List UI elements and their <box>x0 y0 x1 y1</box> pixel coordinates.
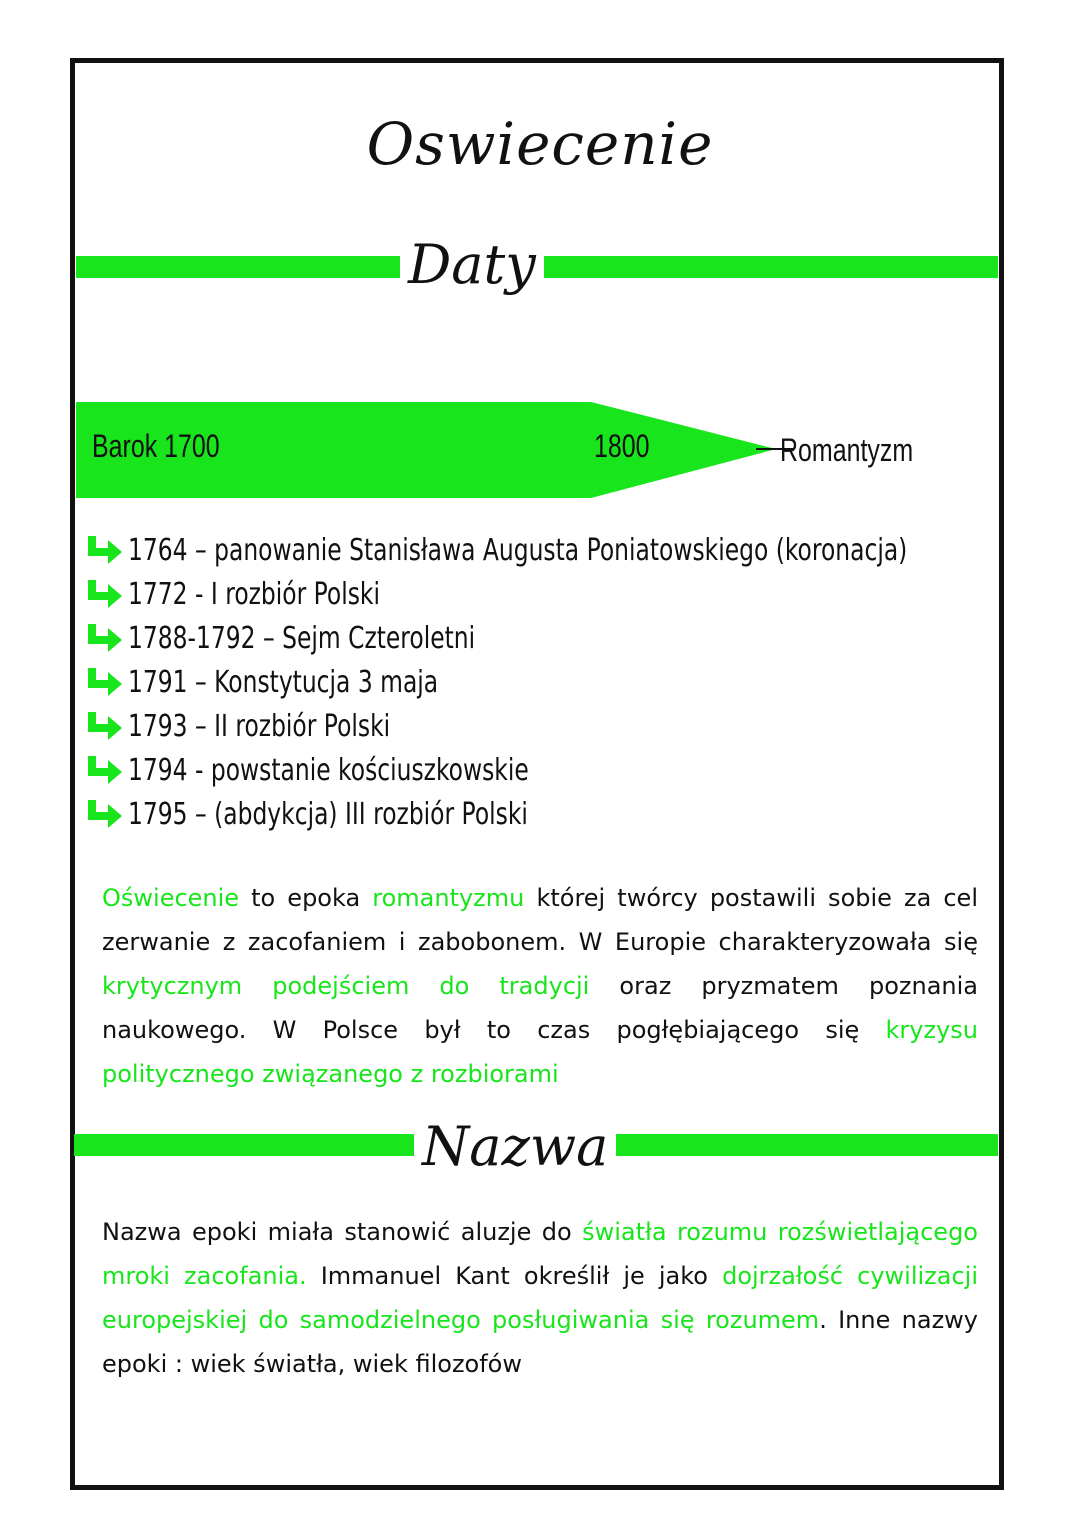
paragraph-segment: dojrzałość cywilizacji europejskiej do samodzielnego posługiwania się rozumem <box>102 1262 978 1334</box>
daty-rule-right <box>540 256 998 278</box>
event-text: 1795 – (abdykcja) III rozbiór Polski <box>128 796 528 832</box>
paragraph-segment: Nazwa epoki miała stanowić aluzje do <box>102 1218 583 1246</box>
paragraph-segment: Oświecenie <box>102 884 240 912</box>
arrow-turn-right-icon <box>86 798 124 830</box>
timeline-end-year: 1800 <box>594 428 650 464</box>
event-text: 1764 – panowanie Stanisława Augusta Poniatowskiego (koronacja) <box>128 532 908 568</box>
page-title: Oswiecenie <box>366 110 714 178</box>
event-list <box>86 528 1080 836</box>
timeline-start-label: Barok 1700 <box>92 428 220 464</box>
event-item <box>86 528 1080 572</box>
event-text: 1788-1792 – Sejm Czteroletni <box>128 620 476 656</box>
name-description <box>102 1210 978 1386</box>
paragraph-segment: oraz pryzmatem poznania naukowego. W Polsce był to czas pogłębiającego się <box>102 972 978 1044</box>
event-item <box>86 660 1080 704</box>
paragraph-segment: Immanuel Kant określił je jako <box>306 1262 723 1290</box>
event-text: 1794 - powstanie kościuszkowskie <box>128 752 529 788</box>
event-text: 1793 – II rozbiór Polski <box>128 708 391 744</box>
nazwa-rule-left <box>74 1134 420 1156</box>
arrow-turn-right-icon <box>86 666 124 698</box>
event-item <box>86 572 1080 616</box>
epoch-description <box>102 876 978 1096</box>
paragraph-segment: krytycznym podejściem do tradycji <box>102 972 590 1000</box>
arrow-turn-right-icon <box>86 622 124 654</box>
arrow-turn-right-icon <box>86 534 124 566</box>
arrow-turn-right-icon <box>86 754 124 786</box>
paragraph-segment: romantyzmu <box>372 884 525 912</box>
event-text: 1791 – Konstytucja 3 maja <box>128 664 439 700</box>
paragraph-segment: kryzysu politycznego związanego z rozbiorami <box>102 1016 978 1088</box>
event-item <box>86 748 1080 792</box>
paragraph-segment: której twórcy postawili sobie za cel zerwanie z zacofaniem i zabobonem. W Europie charakteryzowała się <box>102 884 978 956</box>
event-item <box>86 792 1080 836</box>
arrow-turn-right-icon <box>86 710 124 742</box>
section-heading-daty: Daty <box>400 238 544 292</box>
arrow-turn-right-icon <box>86 578 124 610</box>
daty-rule-left <box>76 256 406 278</box>
paragraph-segment: . Inne nazwy epoki : wiek światła, wiek filozofów <box>102 1306 978 1378</box>
event-text: 1772 - I rozbiór Polski <box>128 576 380 612</box>
timeline-next-epoch: Romantyzm <box>780 432 914 468</box>
event-item <box>86 616 1080 660</box>
nazwa-rule-right <box>585 1134 998 1156</box>
paragraph-segment: to epoka <box>239 884 373 912</box>
section-heading-nazwa: Nazwa <box>414 1120 616 1174</box>
event-item <box>86 704 1080 748</box>
paragraph-segment: światła rozumu rozświetlającego mroki zacofania. <box>102 1218 978 1290</box>
